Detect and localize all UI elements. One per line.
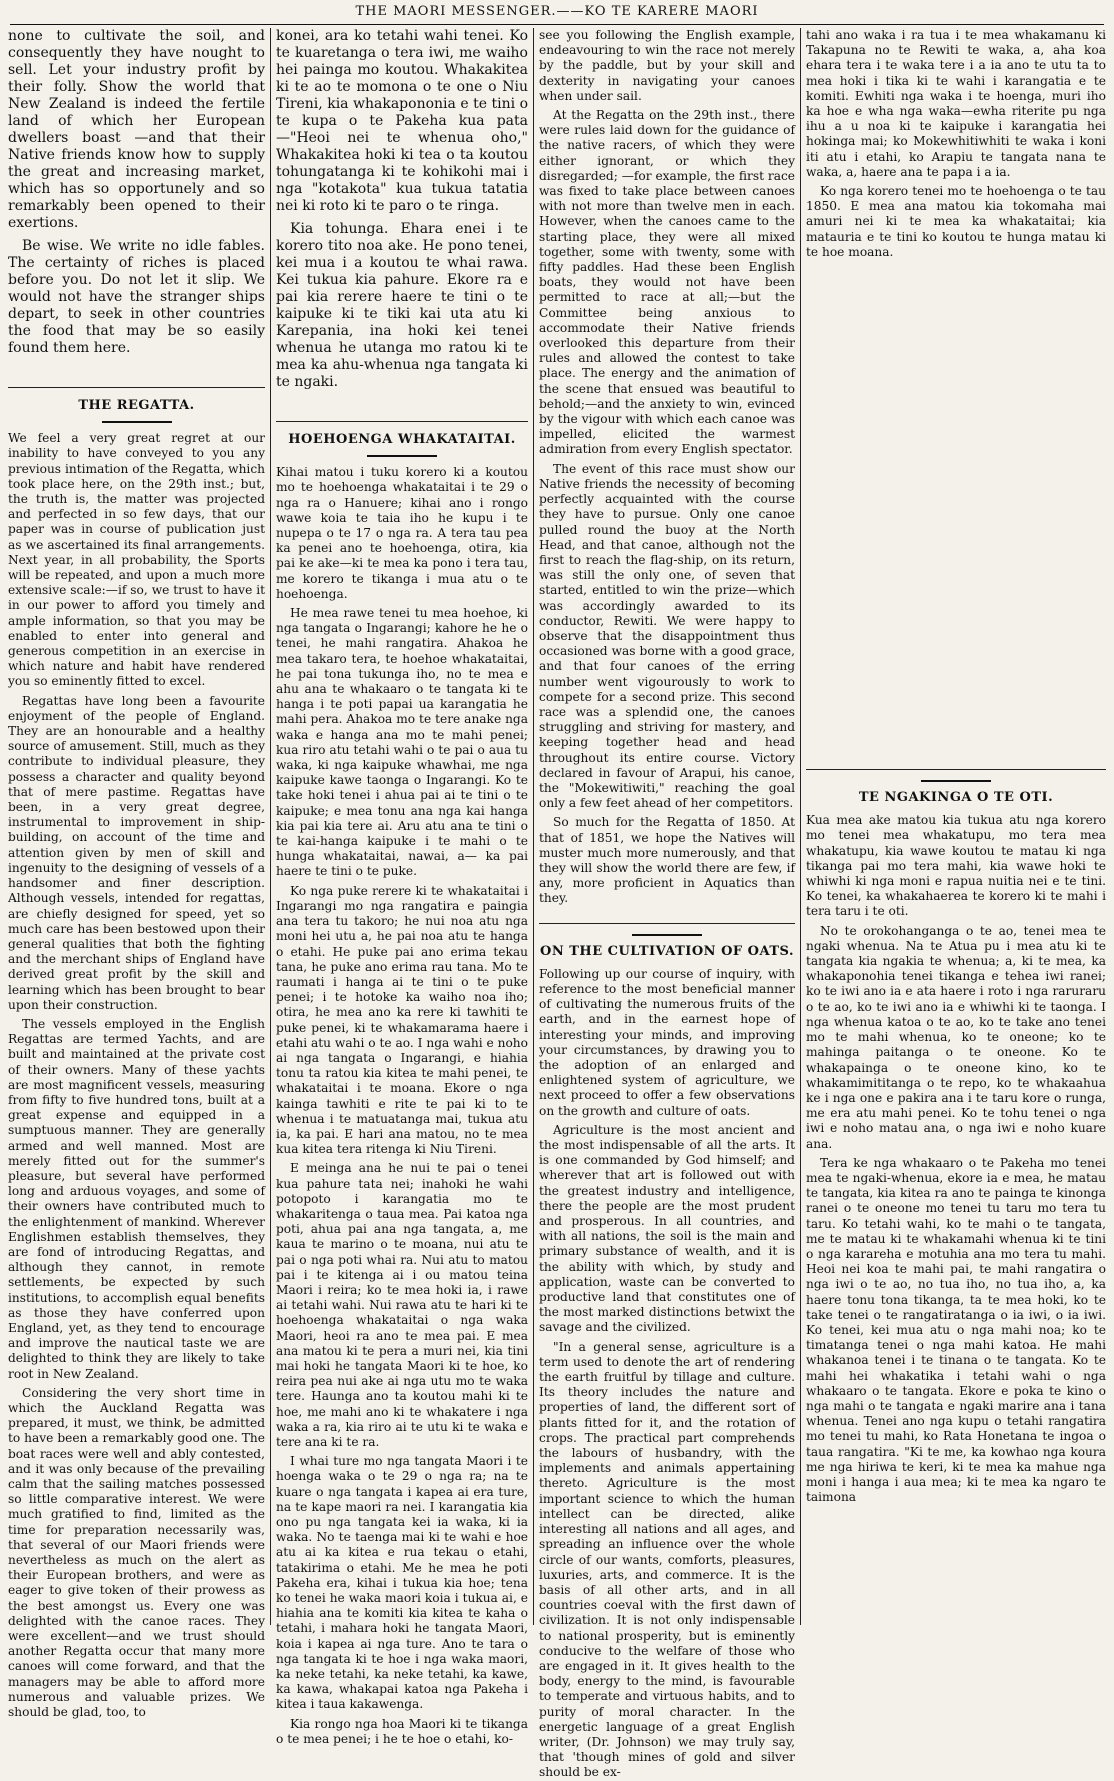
paragraph: Ko nga puke rerere ki te whakataitai i Ingarangi mo nga rangatira e paingia ana tera tu takoro; he nui noa atu nga moni hei utu a, he pai noa atu te hanga o etahi. He puke pai ano erima tekau tana, he puke ano erima rau tana. Mo te raumati i hanga ai te tini o te puke penei; i te hotoke ka waiho noa iho; otira, he mea ano ka rere ki tawhiti te puke penei, ki te whakamarama haere i etahi atu wahi o te ao. I nga wahi e noho ai nga tangata o Ingarangi, e hiahia tonu ta ratou kia kitea te mahi penei, te whakataitai i te moana. Ekore o nga kainga tawhiti e rite te pai ki to te whenua i te matuatanga mai, tukua atu ia, ka pai. E hari ana matou, no te mea kua kitea tera ritenga ki Niu Tireni.	[276, 883, 528, 1157]
masthead: THE MAORI MESSENGER.——KO TE KARERE MAORI	[355, 4, 759, 19]
paragraph: Kua mea ake matou kia tukua atu nga korero mo tenei mea whakatupu, mo tera mea whakatupu, kia wawe koutou te matau ki nga tikanga pai mo tera mahi, kia wawe hoki te whiwhi ki nga moni e rapua nuitia nei e te tini. Ko tenei, ka whakahaerea te korero ki te mahi i tera taru i te oti.	[806, 813, 1106, 919]
section-divider	[276, 421, 528, 422]
oti-heading: TE NGAKINGA O TE OTI.	[858, 790, 1054, 806]
paragraph: Regattas have long been a favourite enjoyment of the people of England. They are an honourable and a healthy source of amusement. Still, much as they contribute to individual pleasure, they possess a character and quality beyond that of mere pastime. Regattas have been, in a very great degree, instrumental to improvement in ship-building, on account of the time and attention given by men of skill and ingenuity to the designing of vessels of a handsomer and finer description. Although vessels, intended for regattas, are chiefly designed for speed, yet so much care has been bestowed upon their general qualities that both the fighting and the merchant ships of England have derived great profit by the skill and learning which has been brought to bear upon their construction.	[8, 693, 265, 1012]
hoehoenga-heading: HOEHOENGA WHAKATAITAI.	[288, 432, 516, 447]
paragraph: Kia rongo nga hoa Maori ki te tikanga o te mea penei; i he te hoe o etahi, ko-	[276, 1716, 528, 1746]
paragraph: The event of this race must show our Native friends the necessity of becoming perfectly acquainted with the course they have to pursue. Only one canoe pulled round the buoy at the North Head, and that canoe, although not the first to reach the flag-ship, on its return, was still the only one, of seven that started, entitled to win the prize—which was accordingly awarded to its conductor, Rewiti. We were happy to observe that the disappointment thus occasioned was borne with a good grace, and that four canoes of the erring number went vigourously to work to compete for a second prize. This second race was a splendid one, the canoes struggling and striving for mastery, and keeping together head and head throughout its entire course. Victory declared in favour of Arapui, his canoe, the "Mokewitiwiti," reaching the goal only a few feet ahead of her competitors.	[539, 461, 795, 811]
heading-rule	[102, 421, 172, 423]
paragraph: No te orokohanganga o te ao, tenei mea te ngaki whenua. Na te Atua pu i mea atu ki te tangata kia ngakia te whenua; a, ki te mea, ka whakaponohia tenei tikanga e tehea iwi ranei; ko te iwi ano ia e ata haere i roto i nga raruraru o te ao, ko te iwi ano ia e whiwhi ki te taonga. I nga whenua katoa o te ao, ko te take ano tenei mo te mahi whenua, ko te oneone; ko te mahinga paitanga o te oneone. Ko te whakapainga o te oneone kino, ko te whakamimititanga o te repo, ko te whakaahua ke i nga one e pakira ana i te taru kore o runga, me era atu mahi penei. Ko te tohu tenei o nga iwi e noho matau ana, o nga iwi e noho kuare ana.	[806, 923, 1106, 1151]
column-divider	[800, 28, 801, 1625]
paragraph: Agriculture is the most ancient and the most indispensable of all the arts. It is one commanded by God himself; and wherever that art is followed out with the greatest industry and intelligence, there the people are the most prudent and prosperous. In all countries, and with all nations, the soil is the main and primary substance of wealth, and it is the ability with which, by study and application, waste can be converted to productive land that constitutes one of the most marked distinctions betwixt the savage and the civilized.	[539, 1122, 795, 1335]
section-divider	[539, 923, 795, 924]
paragraph: none to cultivate the soil, and consequently they have nought to sell. Let your industry profit by their folly. Show the world that New Zealand is indeed the fertile land of which her European dwellers boast —and that their Native friends know how to supply the great and increasing market, which has so opportunely and so remarkably been opened to their exertions.	[8, 28, 265, 231]
paragraph: tahi ano waka i ra tua i te mea whakamanu ki Takapuna no te Rewiti te waka, a, aha koa ehara tera i te waka tere i a ia ano te utu ta to mea hoki i tika ki te wahi i karangatia e te komiti. Ewhiti nga waka i te hoenga, muri iho ka hoe e wha nga waka—ewha riterite pu nga ihu a u noa ki te kaipuke i karangatia hei hokinga mai; ko Mokewhitiwhiti te waka i koni iti atu i etahi, ko Arapiu te tangata nana te waka, a, haere ana te papa i a ia.	[806, 28, 1106, 179]
column-english-2	[539, 28, 795, 1780]
oats-heading: ON THE CULTIVATION OF OATS.	[540, 943, 794, 959]
paragraph: The vessels employed in the English Regattas are termed Yachts, and are built and maintained at the private cost of their owners. Many of these yachts are most magnificent vessels, measuring from fifty to five hundred tons, built at a great expense and equipped in a sumptuous manner. They are generally armed and well manned. Most are merely fitted out for the summer's pleasure, but several have performed long and arduous voyages, and some of their owners have contributed much to the enlightenment of mankind. Wherever Englishmen establish themselves, they are fond of introducing Regattas, and although they cannot, in remote settlements, be expected by such institutions, to accomplish equal benefits as those they have conferred upon England, yet, as they tend to encourage and improve the nautical taste we are delighted to think they are likely to take root in New Zealand.	[8, 1016, 265, 1381]
paragraph: "In a general sense, agriculture is a term used to denote the art of rendering the earth fruitful by tillage and culture. Its theory includes the nature and properties of land, the different sort of plants fitted for it, and the rotation of crops. The practical part comprehends the labours of husbandry, with the implements and animals appertaining thereto. Agriculture is the most important science to which the human intellect can be directed, alike interesting all nations and all ages, and spreading an influence over the whole circle of our wants, comforts, pleasures, luxuries, arts, and commerce. It is the basis of all other arts, and in all countries coeval with the first dawn of civilization. It is not only indispensable to national prosperity, but is eminently conducive to the welfare of those who are engaged in it. It gives health to the body, energy to the mind, is favourable to temperate and virtuous habits, and to purity of moral character. In the energetic language of a great English writer, (Dr. Johnson) we may truly say, that 'though mines of gold and silver should be ex-	[539, 1339, 795, 1780]
paragraph: konei, ara ko tetahi wahi tenei. Ko te kuaretanga o tera iwi, me waiho hei painga mo koutou. Whakakitea ki te ao te momona o te one o Niu Tireni, kia whakapononia e te tini o te kupa o te Pakeha kua pata—"Heoi nei te whenua oho," Whakakitea hoki ki tea o ta koutou tohungatanga ki te kohikohi mai i nga "kotakota" kua tukua tatatia nei ki roto ki te paro o te ringa.	[276, 28, 528, 214]
paragraph: Kihai matou i tuku korero ki a koutou mo te hoehoenga whakataitai i te 29 o nga ra o Hanuere; kihai ano i rongo wawe koia te taia iho he kupu i te nupepa o te 17 o nga ra. A tera tau pea ka penei ano te hoehoenga, otira, kia pai ke ake—ki te mea ka pono i tera tau, me korero te tikanga i mua atu o te hoehoenga.	[276, 465, 528, 601]
paragraph: We feel a very great regret at our inability to have conveyed to you any previous intimation of the Regatta, which took place here, on the 29th inst.; but, the truth is, the matter was projected and perfected in so few days, that our paper was in course of publication just as we ascertained its final arrangements. Next year, in all probability, the Sports will be repeated, and upon a much more extensive scale:—if so, we trust to have it in our power to afford you timely and ample information, so that you may be enabled to enter into general and generous competition in an exercise in which nature and habit have rendered you so eminently fitted to excel.	[8, 431, 265, 689]
paragraph: He mea rawe tenei tu mea hoehoe, ki nga tangata o Ingarangi; kahore he he o tenei, he mahi rangatira. Ahakoa he mea takaro tera, te hoehoe whakataitai, he pai tona tukunga iho, no te mea e ahu ana te whakaaro o te tangata ki te hanga i te poti papai ua karangatia he mahi pera. Ahakoa mo te tere anake nga waka e hanga ana mo te mahi penei; kua riro atu tetahi wahi o te pai o aua tu waka, ki nga kaipuke whawhai, me nga kaipuke kawe taonga o Ingarangi. Ko te take hoki tenei i ahua pai ai te tini o te kaipuke; e mea tonu ana nga kai hanga kia pai kia tere ai. Aru atu ana te tini o te kai-hanga kaipuke i te mahi o te hunga whakataitai, nawai, a— ka pai haere te tini o te puke.	[276, 606, 528, 879]
paragraph: I whai ture mo nga tangata Maori i te hoenga waka o te 29 o nga ra; na te kuare o nga tangata i kapea ai era ture, na te kape maori ra nei. I karangatia kia ono pu nga tangata kei ia waka, ki ia waka. No te taenga mai ki te wahi e hoe atu ai ka kitea e rua tekau o etahi, tatakirima o etahi. Me he mea he poti Pakeha era, kihai i tukua kia hoe; tena ko tenei he waka maori koia i tukua ai, e hiahia ana te komiti kia kitea te kaha o tetahi, i mahara hoki he tangata Maori, koia i kapea ai nga ture. Ano te tara o nga tangata ki te hoe i nga waka maori, ka neke tetahi, ka neke tetahi, ka kawe, ka kawa, whakapai katoa nga Pakeha i kitea i taua kakawenga.	[276, 1454, 528, 1712]
paragraph: Following up our course of inquiry, with reference to the most beneficial manner of cultivating the numerous fruits of the earth, and in the earnest hope of interesting your minds, and improving your circumstances, by drawing you to the adoption of an enlarged and enlightened system of agriculture, we next proceed to offer a few observations on the growth and culture of oats.	[539, 966, 795, 1118]
column-maori-2	[806, 28, 1106, 1625]
top-rule	[10, 24, 1104, 25]
heading-rule	[632, 934, 702, 936]
lead-text-maori	[276, 28, 528, 391]
column-divider	[533, 28, 534, 1625]
column-divider	[270, 28, 271, 1625]
heading-rule	[921, 780, 991, 782]
column-english-1	[8, 28, 265, 1720]
column-maori-1	[276, 28, 528, 1746]
paragraph: So much for the Regatta of 1850. At that of 1851, we hope the Natives will muster much more numerously, and that they will show the world there are few, if any, more proficient in Aquatics than they.	[539, 815, 795, 906]
paragraph: Ko nga korero tenei mo te hoehoenga o te tau 1850. E mea ana matou kia tokomaha mai amuri nei ki te mea ka whakataitai; kia matauria e te tini ko koutou te hunga matau ki te hoe moana.	[806, 184, 1106, 259]
paragraph: see you following the English example, endeavouring to win the race not merely by the paddle, but by your skill and dexterity in navigating your canoes when under sail.	[539, 28, 795, 103]
paragraph: E meinga ana he nui te pai o tenei kua pahure tata nei; inahoki he wahi potopoto i karangatia mo te whakaritenga o taua mea. Pai katoa nga poti, ahua pai ana nga tangata, a, me kaua te marino o te moana, nui atu te pai o nga poti whai ra. Nui atu to matou pai i te kitenga ai i ou matou teina Maori i reira; ko te mea hoki ia, i rawe ai tetahi wahi. Nui rawa atu te hari ki te hoehoenga whakataitai o nga waka Maori, heoi ra ano te mea pai. E mea ana matou ki te pera a muri nei, kia tini mai hoki he tangata Maori ki te hoe, ko reira pea nui ake ai nga utu mo te waka tere. Haunga ano ta koutou mahi ki te hoe, me mahi ano ki te whakatere i nga waka a ra, kia riro ai te utu ki te waka e tere ana ki te ra.	[276, 1161, 528, 1449]
paragraph: Kia tohunga. Ehara enei i te korero tito noa ake. He pono tenei, kei mua i a koutou te whai rawa. Kei tukua kia pahure. Ekore ra e pai kia rerere haere te tini o te kaipuke ki te tiki kai uta atu ki Karepania, ina hoki kei tenei whenua he utanga mo ratou ki te mea ka ahu-whenua nga tangata ki te ngaki.	[276, 221, 528, 390]
heading-rule	[367, 455, 437, 457]
paragraph: Tera ke nga whakaaro o te Pakeha mo tenei mea te ngaki-whenua, ekore ia e mea, he matau te tangata, kia kitea ra ano te painga te kinonga ranei o te oneone mo tenei tu taru mo tera tu taru. Ko tetahi wahi, ko te mahi o te tangata, me te matau ki te whakamahi whenua ki te tini o nga karareha e motuhia ana mo tera tu mahi. Heoi nei koa te mahi pai, te mahi rangatira o nga iwi o te ao, no tua iho, no tua iho, a, ka haere tonu tona tikanga, ta te mea hoki, ko te take tenei o te rangatiratanga o ia iwi, o ia iwi. Ko tenei, kei mua atu o nga mahi noa; ko te timatanga tenei o nga mahi katoa. He mahi whakanoa tenei i te tinana o te tangata. Ko te mahi hei whakatika i tetahi wahi o nga whakaaro o te tangata. Ekore e poka te kino o nga mahi o te tangata e ngaki marire ana i tana whenua. Tenei ano nga kupu o tetahi rangatira mo tenei tu mahi, ko Rata Honetana te ingoa o taua rangatira. "Ki te me, ka kowhao nga koura me nga hiriwa te keri, ki te mea ka mahue nga moni i hanga i aua mea; ki te mea ka ngaro te taimona	[806, 1155, 1106, 1505]
section-divider	[806, 769, 1106, 770]
paragraph: Be wise. We write no idle fables. The certainty of riches is placed before you. Do not let it slip. We would not have the stranger ships depart, to seek in other countries the food that may be so easily found them here.	[8, 238, 265, 356]
regatta-heading: THE REGATTA.	[78, 398, 195, 413]
paragraph: Considering the very short time in which the Auckland Regatta was prepared, it must, we think, be admitted to have been a remarkably good one. The boat races were well and ably contested, and it was only because of the prevailing calm that the sailing matches possessed so little comparative interest. We were much gratified to find, limited as the time for preparation necessarily was, that several of our Maori friends were nevertheless as much on the alert as their European brothers, and were as eager to give token of their prowess as the best amongst us. Every one was delighted with the canoe races. They were excellent—and we trust should another Regatta occur that many more canoes will come forward, and that the managers may be able to afford more numerous and valuable prizes. We should be glad, too, to	[8, 1385, 265, 1720]
lead-text-english	[8, 28, 265, 357]
paragraph: At the Regatta on the 29th inst., there were rules laid down for the guidance of the native racers, of which they were either ignorant, or which they disregarded; —for example, the first race was fixed to take place between canoes with not more than twelve men in each. However, when the canoes came to the starting place, they were all mixed together, some with twenty, some with fifty paddles. Had these been English boats, they would not have been permitted to race at all;—but the Committee being anxious to accommodate their Native friends overlooked this departure from their rules and allowed the contest to take place. The energy and the animation of the scene that ensued was beautiful to behold;—and the anxiety to win, evinced by the vigour with which each canoe was impelled, elicited the warmest admiration from every English spectator.	[539, 108, 795, 457]
section-divider	[8, 387, 265, 388]
blank-space	[806, 264, 1106, 769]
